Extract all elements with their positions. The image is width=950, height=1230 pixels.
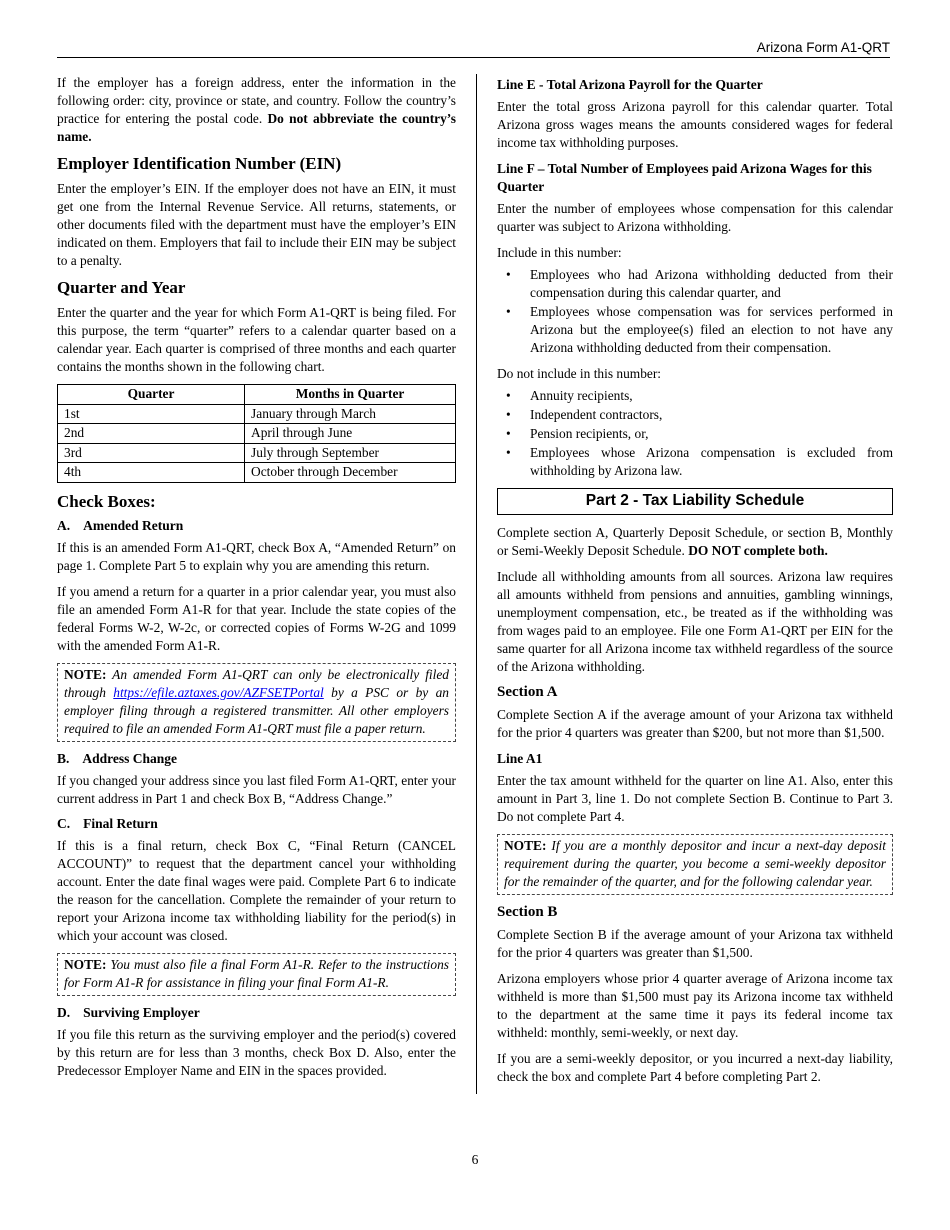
box-a-paragraph-2: If you amend a return for a quarter in a prior calendar year, you must also file an amended Form A1-R for that year. Include the state copies of the federal Forms W-2, W-2c, or corrected copies of Forms W-2G and 1099 with the amended Form A1-R. [57, 583, 456, 653]
table-row [58, 424, 456, 444]
check-box-c-title: Final Return [83, 815, 158, 831]
note-final-return [57, 953, 456, 996]
quarter-paragraph: Enter the quarter and the year for which Form A1-QRT is being filed. For this purpose, the term “quarter” refers to a calendar quarter based on a calendar year. Each quarter is comprised of three months and each quarter contains the months shown in the following chart. [57, 305, 456, 374]
page-number: 6 [471, 1152, 479, 1167]
box-a-paragraph-1: If this is an amended Form A1-QRT, check Box A, “Amended Return” on page 1. Complete Part 5 to explain why you are amending this return. [57, 539, 456, 573]
check-box-b-heading [57, 751, 456, 767]
line-e-paragraph: Enter the total gross Arizona payroll for this calendar quarter. Total Arizona gross wages means the amounts considered wages for federal income tax withholding purposes. [497, 99, 893, 150]
heading-check-boxes: Check Boxes: [57, 491, 156, 511]
exclude-intro: Do not include in this number: [497, 366, 662, 381]
table-cell-quarter: 4th [58, 463, 245, 483]
heading-line-a1: Line A1 [497, 751, 543, 766]
note-label: NOTE: [504, 838, 547, 853]
list-item: • Pension recipients, or, [497, 425, 893, 443]
table-header-months: Months in Quarter [245, 385, 456, 405]
part2-intro-bold: DO NOT complete both [688, 543, 825, 558]
check-box-b-title: Address Change [82, 750, 178, 766]
part2-heading-box [497, 488, 893, 515]
list-item: • Employees whose compensation was for services performed in Arizona but the employee(s) filed an election to not have any Arizona withholding deducted from their compensation. [497, 303, 893, 357]
table-cell-quarter: 1st [58, 404, 245, 424]
check-box-d-letter: D. [57, 1004, 71, 1020]
check-box-d-title: Surviving Employer [83, 1004, 200, 1020]
form-title: Arizona Form A1-QRT [756, 40, 890, 55]
exclude-list [497, 387, 893, 480]
check-box-a-title: Amended Return [83, 517, 184, 533]
line-a1-paragraph: Enter the tax amount withheld for the quarter on line A1. Also, enter this amount in Part 3, line 1. Do not complete Section B. Continue to Part 3. Do not complete Part 4. [497, 773, 893, 824]
section-a-paragraph: Complete Section A if the average amount of your Arizona tax withheld for the prior 4 quarters was greater than $200, but not more than $1,500. [497, 707, 893, 740]
section-b-paragraph-1: Complete Section B if the average amount of your Arizona tax withheld for the prior 4 quarters was greater than $1,500. [497, 927, 893, 960]
note-label: NOTE: [64, 956, 107, 972]
foreign-address-bold-text: Do not abbreviate the country’s name. [57, 111, 456, 144]
efile-portal-link[interactable]: https://efile.aztaxes.gov/AZFSETPortal [113, 684, 324, 700]
line-f-paragraph: Enter the number of employees whose compensation for this calendar quarter was subject to Arizona withholding. [497, 201, 893, 234]
check-box-b-letter: B. [57, 750, 70, 766]
check-box-c-letter: C. [57, 815, 71, 831]
table-header-quarter: Quarter [58, 385, 245, 405]
quarter-months-table [57, 384, 456, 483]
table-header-row [58, 385, 456, 405]
box-c-paragraph: If this is a final return, check Box C, “Final Return (CANCEL ACCOUNT)” to request that the department cancel your withholding account. Enter the date final wages were paid. Complete Part 6 to indicate the reason for the cancellation. Complete the remainder of your return to report your Arizona income tax withholding liability for the period(s) in which your account was closed. [57, 837, 456, 943]
note-text-before-link: An amended Form A1-QRT can only be electronically filed through [64, 666, 449, 700]
check-box-a-heading [57, 518, 456, 534]
part2-intro-tail: . [824, 543, 828, 558]
heading-quarter-and-year: Quarter and Year [57, 278, 186, 297]
table-row [58, 463, 456, 483]
part2-heading: Part 2 - Tax Liability Schedule [585, 492, 805, 509]
part2-paragraph: Include all withholding amounts from all sources. Arizona law requires all amounts withheld from pensions and annuities, gambling winnings, unemployment compensation, etc., be treated as if the withholding was from wages paid to an employee. File one Form A1-QRT per EIN for the same quarter for all Arizona income tax withheld regardless of the source of the Arizona withholding. [497, 569, 893, 674]
note-text: You must also file a final Form A1-R. Refer to the instructions for Form A1-R for assistance in filing your final Form A1-R. [64, 956, 449, 990]
include-intro: Include in this number: [497, 245, 622, 260]
box-d-paragraph: If you file this return as the surviving employer and the period(s) covered by this return are for less than 3 months, check Box D. Also, enter the Predecessor Employer Name and EIN in the spaces provided. [57, 1026, 456, 1078]
foreign-address-text: If the employer has a foreign address, enter the information in the following order: city, province or state, and country. Follow the country’s practice for entering the postal code. [57, 75, 456, 126]
table-cell-months: April through June [245, 424, 456, 444]
right-column [497, 74, 893, 1094]
list-item: • Employees who had Arizona withholding deducted from their compensation during this calendar quarter, and [497, 266, 893, 302]
list-item: • Annuity recipients, [497, 387, 893, 405]
note-label: NOTE: [64, 666, 107, 682]
part2-intro-paragraph [497, 524, 893, 560]
note-text: If you are a monthly depositor and incur a next-day deposit requirement during the quarter, you become a semi-weekly depositor for the remainder of the quarter, and for the following calendar year. [504, 838, 886, 889]
section-b-paragraph-2: Arizona employers whose prior 4 quarter average of Arizona income tax withheld is more than $1,500 must pay its Arizona income tax withheld to the department at the same time it pays its federal income tax withheld: monthly, semi-weekly, or next day. [497, 971, 893, 1040]
heading-section-b: Section B [497, 904, 558, 920]
note-amended-return [57, 663, 456, 742]
part2-intro-text: Complete section A, Quarterly Deposit Schedule, or section B, Monthly or Semi-Weekly Deposit Schedule. [497, 525, 893, 558]
heading-section-a: Section A [497, 684, 558, 700]
table-cell-months: July through September [245, 443, 456, 463]
left-column [57, 74, 456, 1094]
table-row [58, 443, 456, 463]
include-list [497, 266, 893, 357]
heading-line-e: Line E - Total Arizona Payroll for the Quarter [497, 77, 763, 92]
list-item: • Employees whose Arizona compensation is excluded from withholding by Arizona law. [497, 444, 893, 480]
foreign-address-paragraph [57, 74, 456, 146]
check-box-d-heading [57, 1005, 456, 1021]
table-row [58, 404, 456, 424]
column-divider [476, 74, 477, 1094]
check-box-a-letter: A. [57, 517, 71, 533]
note-text-after-link: by a PSC or by an employer filing through a registered transmitter. All other employers required to file an amended Form A1-QRT must file a paper return. [64, 684, 449, 736]
heading-ein: Employer Identification Number (EIN) [57, 154, 342, 173]
section-b-paragraph-3: If you are a semi-weekly depositor, or you incurred a next-day liability, check the box and complete Part 4 before completing Part 2. [497, 1051, 893, 1084]
check-box-c-heading [57, 816, 456, 832]
list-item: • Independent contractors, [497, 406, 893, 424]
table-cell-months: October through December [245, 463, 456, 483]
note-monthly-depositor [497, 834, 893, 895]
heading-line-f: Line F – Total Number of Employees paid Arizona Wages for this Quarter [497, 161, 872, 194]
table-cell-months: January through March [245, 404, 456, 424]
box-b-paragraph: If you changed your address since you last filed Form A1-QRT, enter your current address in Part 1 and check Box B, “Address Change.” [57, 772, 456, 806]
two-column-body [57, 74, 893, 1094]
page-header [57, 40, 890, 58]
table-cell-quarter: 2nd [58, 424, 245, 444]
table-cell-quarter: 3rd [58, 443, 245, 463]
ein-paragraph: Enter the employer’s EIN. If the employer does not have an EIN, it must get one from the Internal Revenue Service. All returns, statements, or other documents filed with the department must have the employer’s EIN indicated on them. Employers that fail to include their EIN may be subject to a penalty. [57, 181, 456, 268]
